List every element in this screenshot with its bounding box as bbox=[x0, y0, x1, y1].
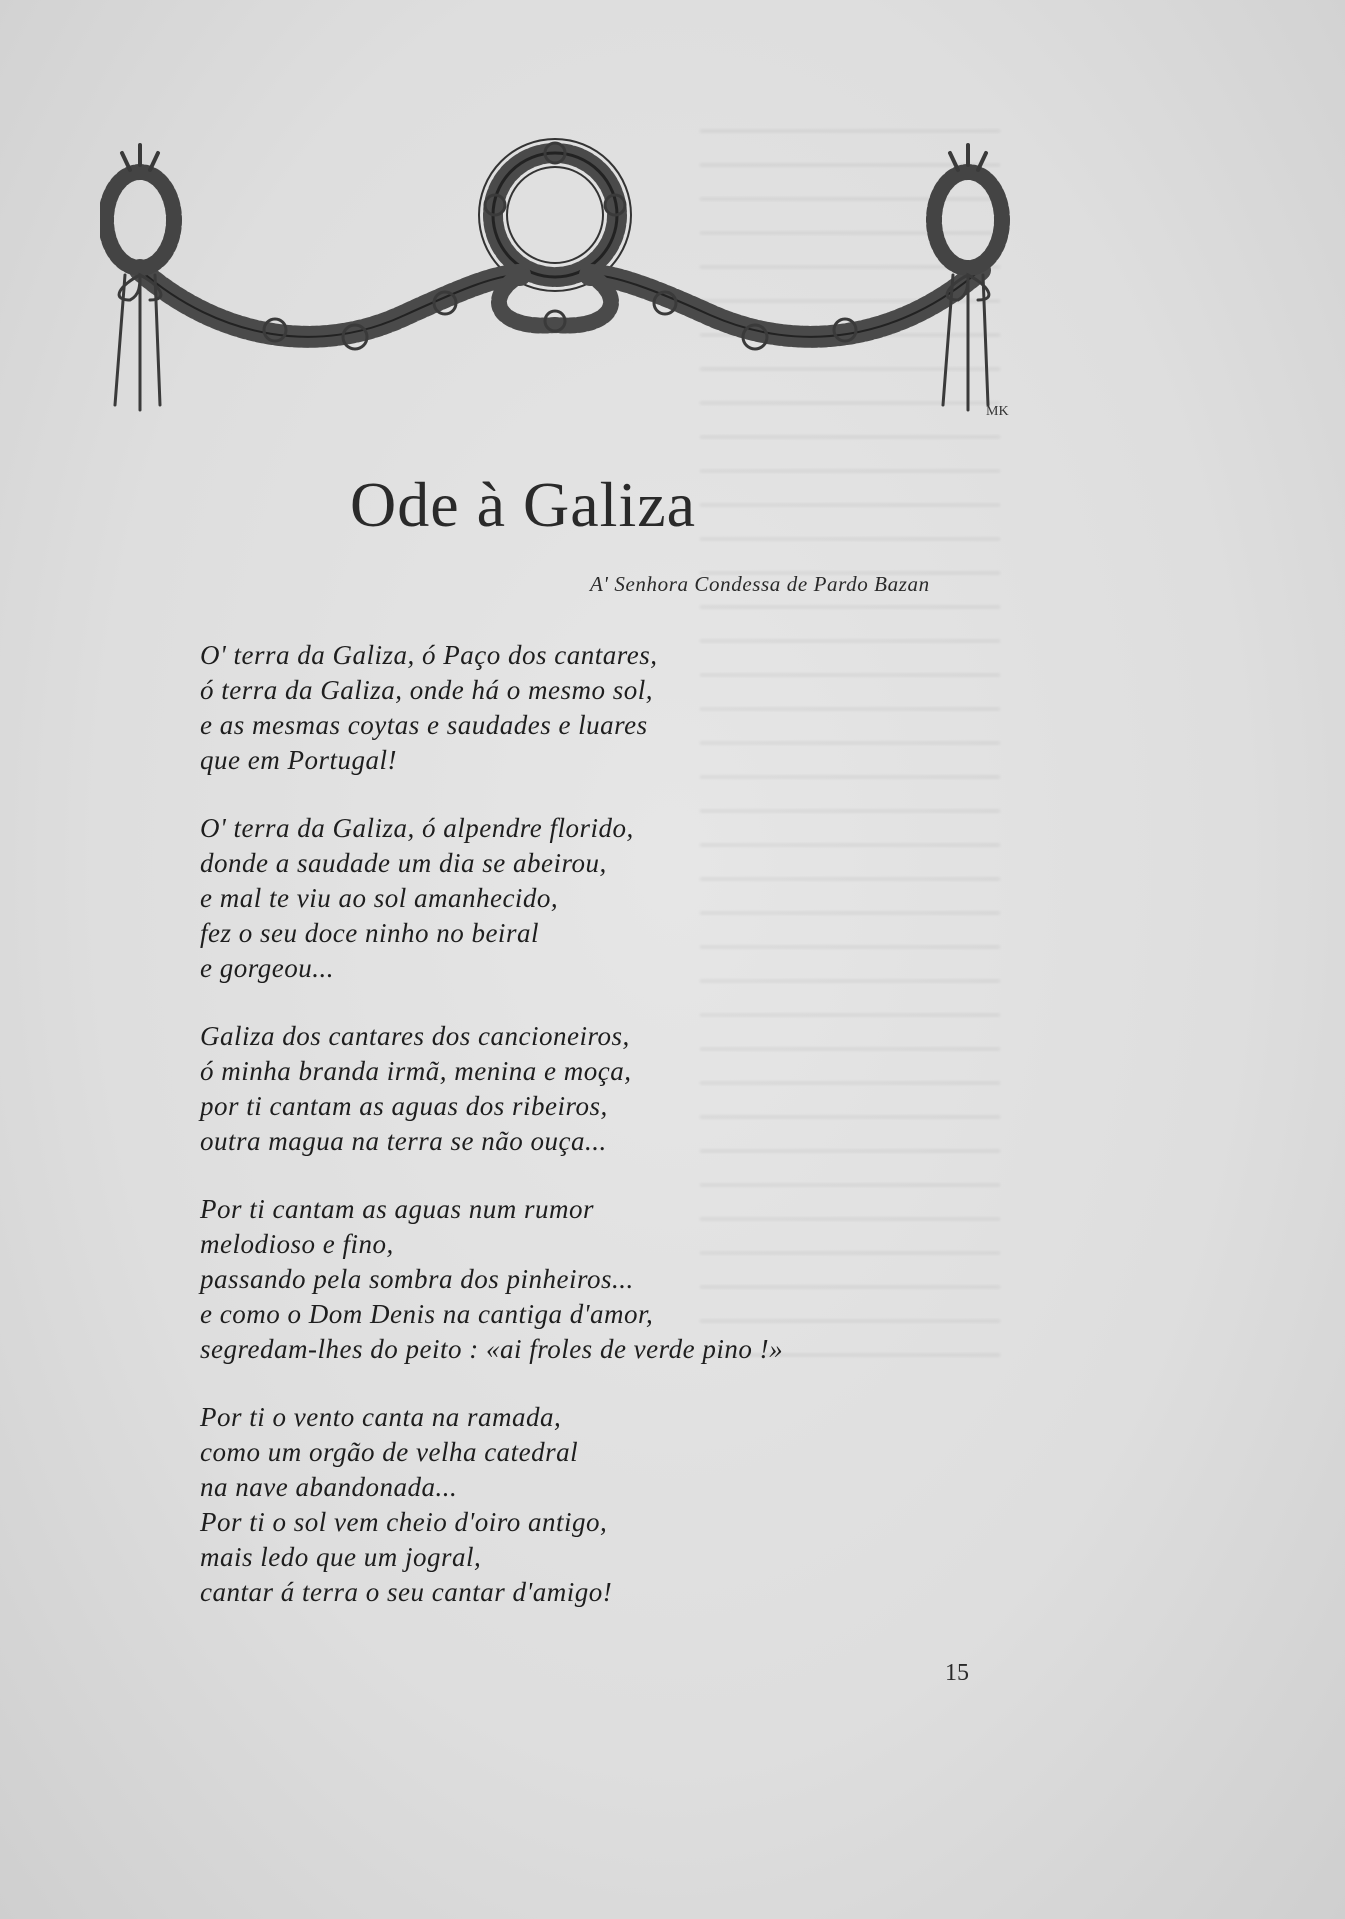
dedication: A' Senhora Condessa de Pardo Bazan bbox=[590, 572, 930, 596]
poem-line: por ti cantam as aguas dos ribeiros, bbox=[200, 1091, 608, 1121]
page-number: 15 bbox=[945, 1660, 969, 1686]
stanza bbox=[200, 811, 1000, 986]
poem-line: Por ti cantam as aguas num rumor bbox=[200, 1194, 595, 1224]
poem bbox=[200, 638, 1000, 1643]
poem-line: Por ti o vento canta na ramada, bbox=[200, 1402, 562, 1432]
poem-line: fez o seu doce ninho no beiral bbox=[200, 918, 539, 948]
poem-line: na nave abandonada... bbox=[200, 1472, 458, 1502]
poem-line: Galiza dos cantares dos cancioneiros, bbox=[200, 1021, 630, 1051]
floral-garland-ornament-icon bbox=[100, 125, 1020, 430]
poem-line: e as mesmas coytas e saudades e luares bbox=[200, 710, 648, 740]
poem-line: que em Portugal! bbox=[200, 745, 397, 775]
poem-line: e gorgeou... bbox=[200, 953, 334, 983]
poem-line: ó minha branda irmã, menina e moça, bbox=[200, 1056, 632, 1086]
stanza bbox=[200, 638, 1000, 778]
stanza bbox=[200, 1192, 1000, 1367]
poem-line: como um orgão de velha catedral bbox=[200, 1437, 579, 1467]
poem-line: e mal te viu ao sol amanhecido, bbox=[200, 883, 559, 913]
page-title: Ode à Galiza bbox=[350, 469, 697, 540]
poem-line: cantar á terra o seu cantar d'amigo! bbox=[200, 1577, 613, 1607]
stanza bbox=[200, 1019, 1000, 1159]
poem-line: Por ti o sol vem cheio d'oiro antigo, bbox=[200, 1507, 608, 1537]
poem-line: ó terra da Galiza, onde há o mesmo sol, bbox=[200, 675, 653, 705]
poem-line: segredam-lhes do peito : «ai froles de verde pino !» bbox=[200, 1334, 784, 1364]
stanza bbox=[200, 1400, 1000, 1610]
ornament-signature: MK bbox=[986, 404, 1009, 419]
poem-line: outra magua na terra se não ouça... bbox=[200, 1126, 607, 1156]
poem-line: mais ledo que um jogral, bbox=[200, 1542, 482, 1572]
poem-line: melodioso e fino, bbox=[200, 1229, 394, 1259]
poem-line: e como o Dom Denis na cantiga d'amor, bbox=[200, 1299, 654, 1329]
poem-line: O' terra da Galiza, ó Paço dos cantares, bbox=[200, 640, 658, 670]
poem-line: passando pela sombra dos pinheiros... bbox=[200, 1264, 634, 1294]
poem-line: O' terra da Galiza, ó alpendre florido, bbox=[200, 813, 634, 843]
poem-line: donde a saudade um dia se abeirou, bbox=[200, 848, 607, 878]
